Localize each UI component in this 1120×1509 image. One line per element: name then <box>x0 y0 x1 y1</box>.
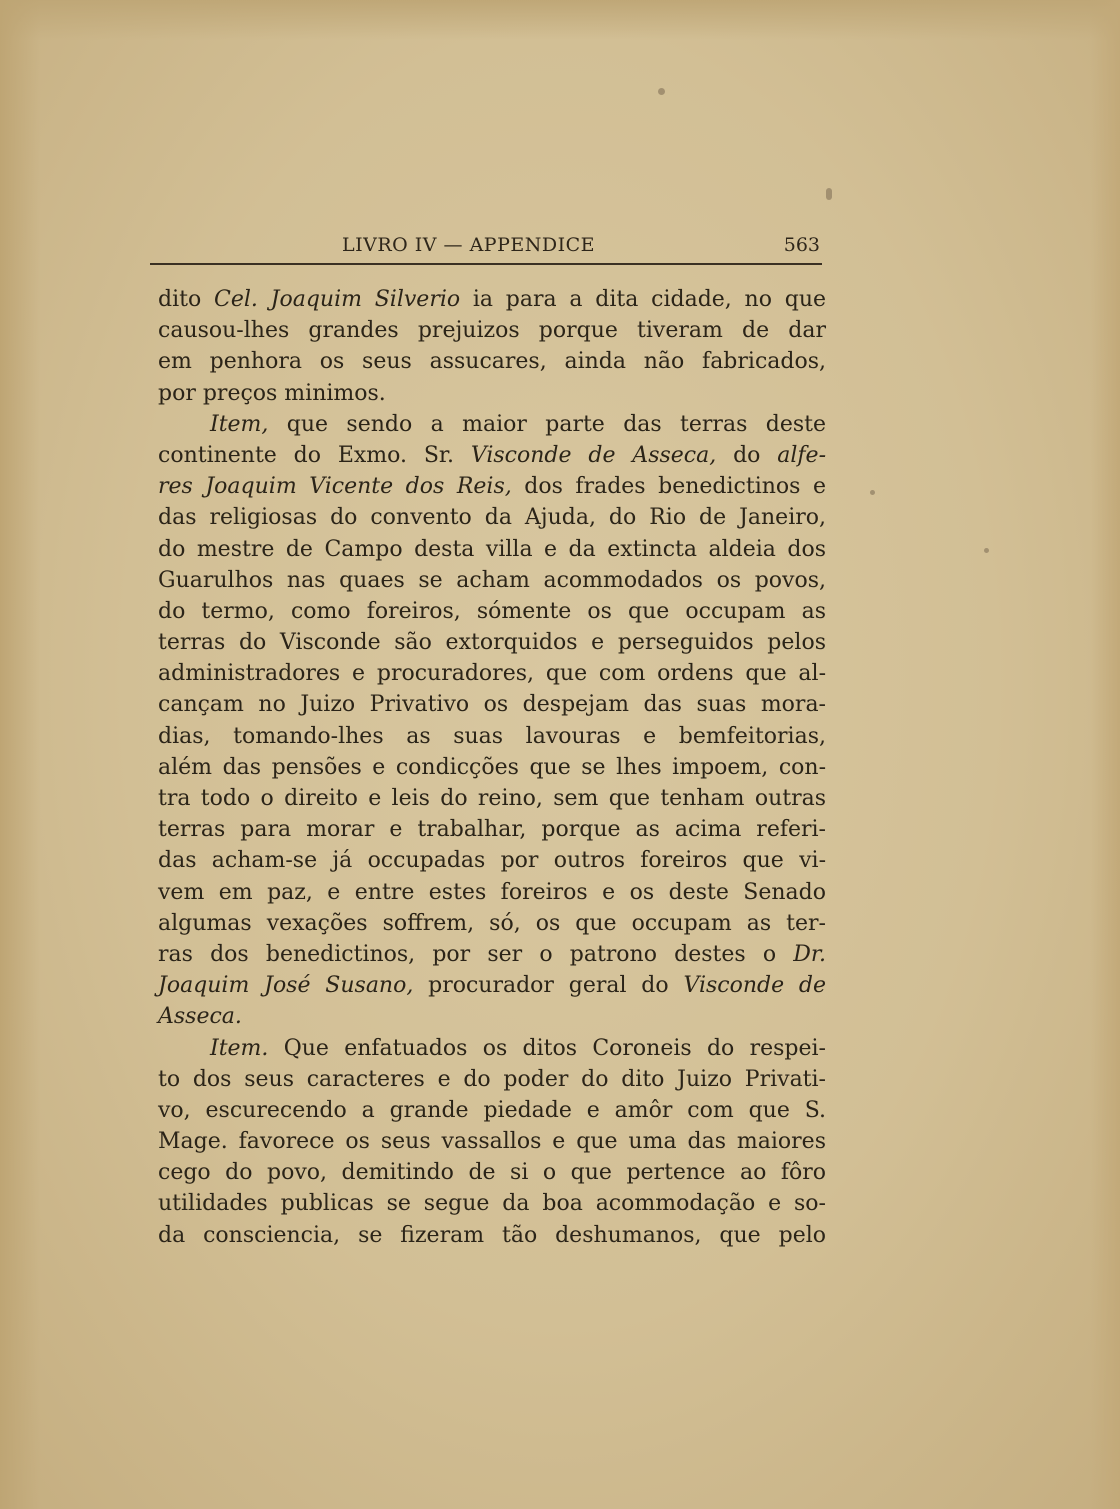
text-segment: da consciencia, se fizeram tão deshumanos, que pelo <box>158 1222 826 1248</box>
page-header <box>152 234 820 264</box>
text-segment: dias, tomando-lhes as suas lavouras e bemfeitorias, <box>158 723 826 749</box>
text-line <box>158 1126 826 1157</box>
text-line <box>158 658 826 689</box>
text-line <box>158 284 826 315</box>
text-line <box>158 502 826 533</box>
paper-speck <box>826 188 832 200</box>
text-line <box>158 627 826 658</box>
text-line <box>158 752 826 783</box>
text-line <box>158 471 826 502</box>
body-text <box>158 284 826 1251</box>
text-segment: do termo, como foreiros, sómente os que occupam as <box>158 598 826 624</box>
text-line <box>158 315 826 346</box>
text-segment: vo, escurecendo a grande piedade e amôr com que S. <box>158 1097 826 1123</box>
text-line <box>158 378 826 409</box>
header-rule <box>150 263 822 265</box>
italic-text-segment: Joaquim José Susano, <box>158 973 414 999</box>
text-line <box>158 877 826 908</box>
text-segment: terras do Visconde são extorquidos e perseguidos pelos <box>158 630 826 656</box>
text-segment: dos frades benedictinos e <box>511 474 826 500</box>
text-segment: ia para a dita cidade, no que <box>460 287 827 312</box>
page-edge-shadow-top <box>0 0 1120 40</box>
page-edge-shadow-right <box>1090 0 1120 1509</box>
paper-speck <box>984 548 989 553</box>
text-segment: que sendo a maior parte das terras deste <box>268 411 826 437</box>
text-line <box>158 1064 826 1095</box>
text-segment: cançam no Juizo Privativo os despejam das suas mora- <box>158 692 826 718</box>
text-line <box>158 565 826 596</box>
paper-speck <box>658 88 665 95</box>
italic-text-segment: Cel. Joaquim Silverio <box>213 287 461 312</box>
text-segment: to dos seus caracteres e do poder do dito Juizo Privati- <box>158 1066 826 1092</box>
text-segment: utilidades publicas se segue da boa acommodação e so- <box>158 1191 826 1217</box>
paper-speck <box>870 490 875 495</box>
text-segment: algumas vexações soffrem, só, os que occupam as ter- <box>158 910 826 936</box>
text-line <box>158 1033 826 1064</box>
text-segment: do mestre de Campo desta villa e da extincta aldeia dos <box>158 536 826 562</box>
italic-text-segment: Visconde de Asseca, <box>470 442 717 468</box>
text-line <box>158 346 826 377</box>
text-segment: por preços minimos. <box>158 380 386 406</box>
text-segment: das religiosas do convento da Ajuda, do Rio de Janeiro, <box>158 505 826 531</box>
text-segment: causou-lhes grandes prejuizos porque tiveram de dar <box>158 318 826 344</box>
text-line <box>158 534 826 565</box>
text-segment: ras dos benedictinos, por ser o patrono destes o <box>158 941 794 967</box>
text-line <box>158 440 826 471</box>
text-segment: tra todo o direito e leis do reino, sem que tenham outras <box>158 786 826 811</box>
text-segment: vem em paz, e entre estes foreiros e os deste Senado <box>158 879 826 905</box>
text-segment: dito <box>158 287 214 312</box>
running-head: LIVRO IV — APPENDICE <box>342 234 596 256</box>
text-line <box>158 1188 826 1219</box>
text-line <box>158 814 826 845</box>
text-line <box>158 845 826 876</box>
text-line <box>158 970 826 1001</box>
text-segment: administradores e procuradores, que com ordens que al- <box>158 661 826 687</box>
text-segment: além das pensões e condicções que se lhes impoem, con- <box>158 754 826 780</box>
italic-text-segment: res Joaquim Vicente dos Reis, <box>158 474 512 500</box>
italic-text-segment: Item, <box>210 411 269 437</box>
text-line <box>158 689 826 720</box>
text-segment: Mage. favorece os seus vassallos e que uma das maiores <box>158 1129 826 1155</box>
italic-text-segment: Visconde de <box>683 973 826 999</box>
text-line <box>158 783 826 814</box>
text-line <box>158 1157 826 1188</box>
text-line <box>158 939 826 970</box>
text-segment: em penhora os seus assucares, ainda não fabricados, <box>158 349 826 375</box>
text-line <box>158 721 826 752</box>
page-number: 563 <box>783 234 820 256</box>
text-segment: Guarulhos nas quaes se acham acommodados os povos, <box>158 567 826 593</box>
text-segment: terras para morar e trabalhar, porque as acima referi- <box>158 817 826 843</box>
text-segment: continente do Exmo. Sr. <box>158 442 471 468</box>
text-line <box>158 409 826 440</box>
text-line <box>158 1095 826 1126</box>
text-line <box>158 596 826 627</box>
text-line <box>158 908 826 939</box>
italic-text-segment: Asseca. <box>158 1004 242 1030</box>
italic-text-segment: Item. <box>210 1035 269 1061</box>
italic-text-segment: alfe- <box>777 442 826 468</box>
text-segment: procurador geral do <box>413 973 684 999</box>
text-segment: do <box>716 442 778 468</box>
text-segment: Que enfatuados os ditos Coroneis do respei- <box>268 1035 826 1061</box>
page-edge-shadow-left <box>0 0 40 1509</box>
text-segment: cego do povo, demitindo de si o que pertence ao fôro <box>158 1160 826 1186</box>
text-line <box>158 1220 826 1251</box>
text-line <box>158 1001 826 1032</box>
italic-text-segment: Dr. <box>793 941 826 967</box>
text-segment: das acham-se já occupadas por outros foreiros que vi- <box>158 848 826 874</box>
